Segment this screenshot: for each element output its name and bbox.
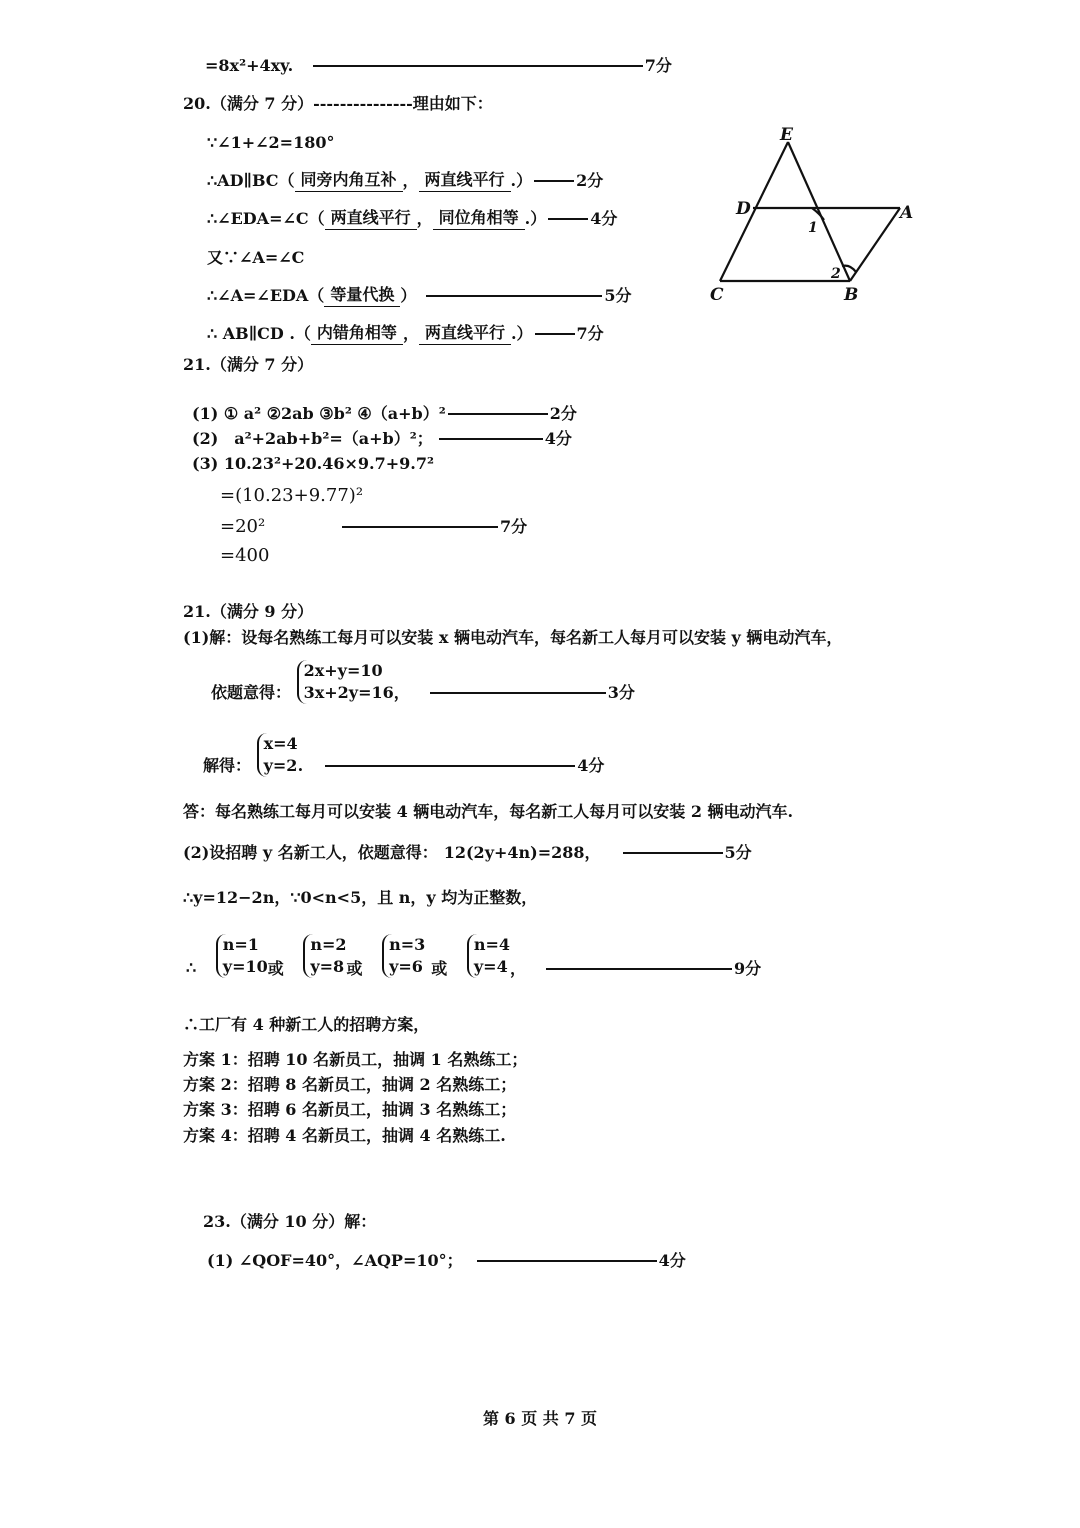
case-2-y: y=8 xyxy=(310,957,345,976)
score-leader xyxy=(534,180,574,182)
or-word: 或 xyxy=(267,959,284,978)
q23-header xyxy=(203,1210,376,1233)
q21b-solution xyxy=(203,733,604,777)
q21b-answer-text: 答：每名熟练工每月可以安装 4 辆电动汽车，每名新工人每月可以安装 2 辆电动汽车. xyxy=(183,801,794,821)
q20-l6-statement: ∴ AB∥CD .（ xyxy=(207,323,311,343)
q21b-equation-system xyxy=(297,660,394,704)
q21b-plan-4 xyxy=(183,1124,506,1147)
q21b-plan-1-text: 方案 1：招聘 10 名新员工，抽调 1 名熟练工； xyxy=(183,1049,528,1069)
q20-l3-reason-1: 两直线平行 xyxy=(325,207,417,230)
score-leader xyxy=(342,526,498,528)
label-E: E xyxy=(780,125,793,145)
case-4-y: y=4 xyxy=(473,957,508,976)
q20-l5-end: ） xyxy=(400,285,417,305)
case-3-n: n=3 xyxy=(389,935,426,954)
q21b-case-1 xyxy=(216,934,268,978)
q19-final-line xyxy=(205,54,672,77)
q21b-answer xyxy=(183,800,793,823)
q19-expression: =8x²+4xy. xyxy=(205,55,294,75)
q20-l6-reason-2: 两直线平行 xyxy=(419,322,511,345)
q20-line-4 xyxy=(207,246,304,269)
q20-line-2 xyxy=(207,169,603,192)
q21a-part-1 xyxy=(192,402,577,425)
q20-l3-score: 4分 xyxy=(590,208,618,228)
score-leader xyxy=(548,218,588,220)
score-leader xyxy=(313,65,643,67)
label-C: C xyxy=(710,285,724,305)
q20-l5-statement: ∴∠A=∠EDA（ xyxy=(207,285,325,305)
q21a-step-2 xyxy=(220,516,527,538)
q21b-part-3 xyxy=(183,886,537,909)
q23-p1-score: 4分 xyxy=(658,1250,686,1270)
score-leader xyxy=(430,692,606,694)
q21b-plans-intro xyxy=(183,1013,429,1036)
score-leader xyxy=(477,1260,657,1262)
q21a-part-3 xyxy=(192,452,434,475)
q21b-cases-score: 9分 xyxy=(734,959,762,978)
q20-header-tail: 理由如下： xyxy=(412,93,493,113)
q21b-plan-2 xyxy=(183,1073,516,1096)
q20-l3-statement: ∴∠EDA=∠C（ xyxy=(207,208,325,228)
q21a-p1-score: 2分 xyxy=(549,403,577,423)
q21b-cases-end: ， xyxy=(510,959,527,978)
q20-l5-score: 5分 xyxy=(604,285,632,305)
q21b-plan-4-text: 方案 4：招聘 4 名新员工，抽调 4 名熟练工. xyxy=(183,1125,506,1145)
label-B: B xyxy=(844,285,859,305)
q21b-case-4 xyxy=(467,934,510,978)
q21b-plan-2-text: 方案 2：招聘 8 名新员工，抽调 2 名熟练工； xyxy=(183,1074,517,1094)
q21a-p3-text: (3) 10.23²+20.46×9.7+9.7² xyxy=(192,453,434,473)
q20-header-dash: --------------- xyxy=(313,93,413,113)
q20-l3-reason-2: 同位角相等 xyxy=(433,207,525,230)
q21b-p3-text: ∴y=12−2n，∵0<n<5，且 n，y 均为正整数， xyxy=(183,887,538,907)
q21a-part-2 xyxy=(192,427,572,450)
q21b-sol-label: 解得： xyxy=(203,756,252,775)
q20-l6-sep: ， xyxy=(402,323,419,343)
q21a-step-3-text: =400 xyxy=(220,545,270,566)
q21a-step-1-text: =(10.23+9.77)² xyxy=(220,485,364,506)
q21b-case-2 xyxy=(303,934,346,978)
q21b-eq-end: ， xyxy=(393,683,410,702)
q20-title: 20.（满分 7 分） xyxy=(183,93,314,113)
q20-line-1 xyxy=(207,131,334,154)
q21b-part-1 xyxy=(183,626,842,649)
q21b-eq-2: 3x+2y=16 xyxy=(303,683,394,702)
q20-l3-sep: ， xyxy=(416,208,433,228)
score-leader xyxy=(448,413,548,415)
q21b-p1-text: (1)解：设每名熟练工每月可以安装 x 辆电动汽车，每名新工人每月可以安装 y 辆电动汽车， xyxy=(183,627,843,647)
q20-l2-score: 2分 xyxy=(576,170,604,190)
q21a-step-2-text: =20² xyxy=(220,516,266,537)
or-word: 或 xyxy=(431,959,448,978)
q21b-sol-1: x=4 xyxy=(263,734,298,753)
q21b-eq-label: 依题意得： xyxy=(211,683,292,702)
q21b-p2-equation: 12(2y+4n)=288 xyxy=(443,842,585,862)
score-leader xyxy=(535,333,575,335)
score-leader xyxy=(623,852,723,854)
q21a-p2-score: 4分 xyxy=(544,428,572,448)
q21a-step-3 xyxy=(220,545,269,567)
case-4-n: n=4 xyxy=(473,935,511,954)
q21a-header xyxy=(183,353,313,376)
q23-title: 23.（满分 10 分）解： xyxy=(203,1211,377,1231)
label-D: D xyxy=(736,199,751,219)
q20-l4-statement: 又∵∠A=∠C xyxy=(207,247,305,267)
segment-EB xyxy=(788,142,850,281)
case-2-n: n=2 xyxy=(310,935,347,954)
q20-l2-end: .） xyxy=(510,170,533,190)
score-leader xyxy=(426,295,602,297)
q21b-solution-system xyxy=(257,733,298,777)
q20-l2-statement: ∴AD∥BC（ xyxy=(207,170,295,190)
q20-l2-reason-1: 同旁内角互补 xyxy=(295,169,403,192)
q19-score: 7分 xyxy=(644,55,672,75)
case-1-n: n=1 xyxy=(222,935,259,954)
q20-l5-reason-1: 等量代换 xyxy=(324,284,400,307)
q23-part-1 xyxy=(207,1249,686,1272)
q21b-plan-3 xyxy=(183,1098,516,1121)
segment-EC xyxy=(720,142,788,281)
label-angle-1: 1 xyxy=(808,220,818,236)
label-angle-2: 2 xyxy=(831,266,841,282)
score-leader xyxy=(439,438,543,440)
q21b-title: 21.（满分 9 分） xyxy=(183,601,314,621)
q21b-p2-score: 5分 xyxy=(724,842,752,862)
q21b-plan-3-text: 方案 3：招聘 6 名新员工，抽调 3 名熟练工； xyxy=(183,1099,517,1119)
q20-l3-end: .） xyxy=(524,208,547,228)
q21b-p2-end: ， xyxy=(584,842,601,862)
page-footer: 第 6 页 共 7 页 xyxy=(482,1409,598,1428)
segment-AB xyxy=(850,208,900,281)
q21b-case-3 xyxy=(382,934,425,978)
q21b-header xyxy=(183,600,313,623)
q21a-step-1 xyxy=(220,485,363,507)
q21b-plan-1 xyxy=(183,1048,527,1071)
q20-l2-reason-2: 两直线平行 xyxy=(419,169,511,192)
q20-header xyxy=(183,92,493,115)
q21b-cases xyxy=(186,932,761,980)
q21b-eq-1: 2x+y=10 xyxy=(303,661,383,680)
q21b-sol-end: . xyxy=(297,756,304,775)
q20-l2-sep: ， xyxy=(402,170,419,190)
q20-l6-reason-1: 内错角相等 xyxy=(311,322,403,345)
label-A: A xyxy=(900,203,914,223)
q20-l6-end: .） xyxy=(510,323,533,343)
q20-line-5 xyxy=(207,284,631,307)
q20-line-3 xyxy=(207,207,617,230)
q21a-p1-text: (1) ① a² ②2ab ③b² ④（a+b）² xyxy=(192,403,446,423)
q21b-sol-2: y=2 xyxy=(263,756,298,775)
q21a-p2-text: (2) a²+2ab+b²=（a+b）²； xyxy=(192,428,433,448)
q21b-equations xyxy=(211,660,635,704)
q21b-plans-intro-text: ∴工厂有 4 种新工人的招聘方案， xyxy=(183,1014,430,1034)
q21b-therefore: ∴ xyxy=(186,958,197,977)
case-3-y: y=6 xyxy=(389,957,423,976)
q21a-title: 21.（满分 7 分） xyxy=(183,354,314,374)
q20-line-6 xyxy=(207,322,604,345)
case-1-y: y=10 xyxy=(222,957,268,976)
q20-l6-score: 7分 xyxy=(576,323,604,343)
q20-geometry-figure xyxy=(700,120,930,310)
q21a-p3-score: 7分 xyxy=(500,517,528,536)
or-word: 或 xyxy=(346,959,363,978)
score-leader xyxy=(546,968,732,970)
q20-given: ∵∠1+∠2=180° xyxy=(207,132,335,152)
score-leader xyxy=(325,765,575,767)
q21b-sol-score: 4分 xyxy=(577,756,605,775)
q21b-p2-text: (2)设招聘 y 名新工人，依题意得： xyxy=(183,842,438,862)
q23-p1-text: (1) ∠QOF=40°，∠AQP=10°； xyxy=(207,1250,463,1270)
q21b-eq-score: 3分 xyxy=(607,683,635,702)
q21b-part-2 xyxy=(183,841,752,864)
